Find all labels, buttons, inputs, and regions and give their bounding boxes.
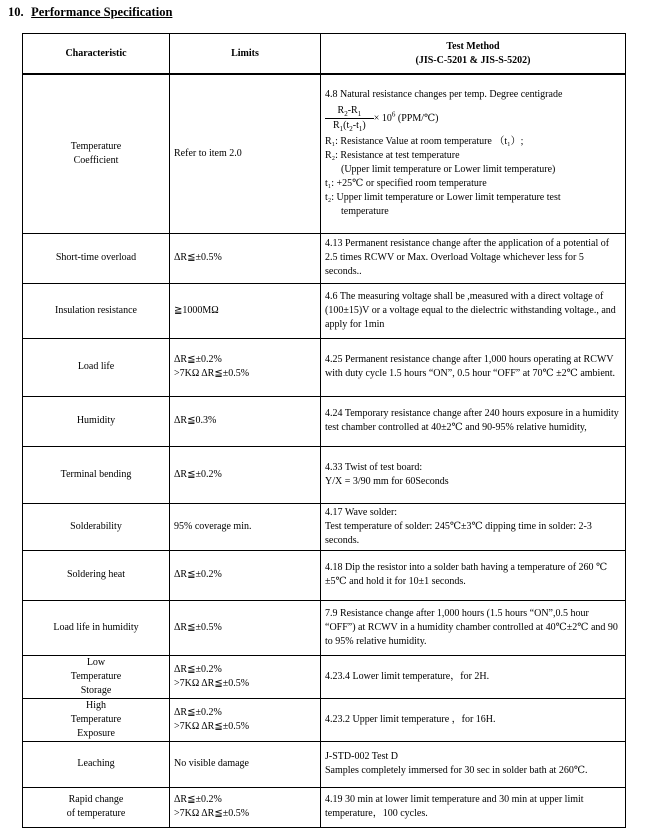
limits-cell: ΔR≦±0.2%: [170, 550, 321, 600]
tc-r2-note: (Upper limit temperature or Lower limit temperature): [341, 164, 556, 176]
section-number: 10.: [8, 5, 24, 19]
limits-cell: ΔR≦±0.2% >7KΩ ΔR≦±0.5%: [170, 787, 321, 827]
test-method-cell: 4.17 Wave solder: Test temperature of solder: 245℃±3℃ dipping time in solder: 2-3 seconds.: [321, 503, 626, 550]
characteristic-cell: Leaching: [23, 741, 170, 787]
test-method-cell: 7.9 Resistance change after 1,000 hours (1.5 hours “ON”,0.5 hour “OFF”) at RCWV in a humidity chamber controlled at 40℃±2℃ and 90 to 95% relative humidity.: [321, 600, 626, 655]
test-method-cell: 4.23.4 Lower limit temperature，for 2H.: [321, 655, 626, 698]
test-method-cell: 4.18 Dip the resistor into a solder bath having a temperature of 260 ℃±5℃ and hold it for 10±1 seconds.: [321, 550, 626, 600]
characteristic-cell: Solderability: [23, 503, 170, 550]
limits-cell: ΔR≦±0.2% >7KΩ ΔR≦±0.5%: [170, 655, 321, 698]
characteristic-cell: High Temperature Exposure: [23, 698, 170, 741]
test-method-cell: J-STD-002 Test D Samples completely immersed for 30 sec in solder bath at 260℃.: [321, 741, 626, 787]
limits-cell: ΔR≦±0.2%: [170, 446, 321, 503]
limits-cell: ΔR≦±0.5%: [170, 600, 321, 655]
table-row: [23, 283, 626, 338]
performance-spec-table: [22, 33, 626, 828]
characteristic-cell: Soldering heat: [23, 550, 170, 600]
characteristic-cell: Load life in humidity: [23, 600, 170, 655]
table-row: [23, 503, 626, 550]
table-row: [23, 550, 626, 600]
tc-formula: $\frac{R_2-R_1}{R_1(t_2-t_1)}$ × $10^6$ (PPM/℃): [325, 102, 621, 135]
header-characteristic: Characteristic: [23, 34, 170, 75]
characteristic-cell: Low Temperature Storage: [23, 655, 170, 698]
test-method-cell: 4.23.2 Upper limit temperature ，for 16H.: [321, 698, 626, 741]
section-title: Performance Specification: [31, 5, 173, 19]
limits-cell: No visible damage: [170, 741, 321, 787]
tc-t1: t₁: +25℃ or specified room temperature: [325, 178, 487, 190]
test-method-cell: 4.19 30 min at lower limit temperature and 30 min at upper limit temperature，100 cycles.: [321, 787, 626, 827]
characteristic-cell: Temperature Coefficient: [23, 74, 170, 233]
limits-cell: Refer to item 2.0: [170, 74, 321, 233]
limits-cell: ΔR≦±0.2% >7KΩ ΔR≦±0.5%: [170, 698, 321, 741]
table-row: [23, 74, 626, 233]
table-row: [23, 655, 626, 698]
table-row: [23, 396, 626, 446]
header-test-method-title: Test Method: [446, 40, 500, 52]
limits-cell: ≧1000MΩ: [170, 283, 321, 338]
header-test-method-standard: (JIS-C-5201 & JIS-S-5202): [415, 54, 531, 66]
test-method-cell: 4.25 Permanent resistance change after 1,000 hours operating at RCWV with duty cycle 1.5 hours “ON”, 0.5 hour “OFF” at 70℃ ±2℃ ambient.: [321, 338, 626, 396]
test-method-cell: 4.13 Permanent resistance change after the application of a potential of 2.5 times RCWV or Max. Overload Voltage whichever less for 5 seconds..: [321, 233, 626, 283]
characteristic-cell: Terminal bending: [23, 446, 170, 503]
tc-r2: R₂: Resistance at test temperature: [325, 150, 460, 162]
table-row: [23, 233, 626, 283]
table-row: [23, 698, 626, 741]
test-method-cell: 4.6 The measuring voltage shall be ,measured with a direct voltage of (100±15)V or a voltage equal to the dielectric withstanding voltage., and apply for 1min: [321, 283, 626, 338]
table-row: [23, 446, 626, 503]
tc-intro: 4.8 Natural resistance changes per temp. Degree centigrade: [325, 89, 563, 101]
characteristic-cell: Insulation resistance: [23, 283, 170, 338]
test-method-cell: [321, 74, 626, 233]
limits-cell: ΔR≦0.3%: [170, 396, 321, 446]
tc-r1: R₁: Resistance Value at room temperature （t₁）;: [325, 136, 524, 148]
test-method-cell: 4.24 Temporary resistance change after 240 hours exposure in a humidity test chamber controlled at 40±2℃ and 90-95% relative humidity,: [321, 396, 626, 446]
tc-t2-cont: temperature: [341, 206, 389, 218]
table-row: [23, 600, 626, 655]
table-row: [23, 741, 626, 787]
limits-cell: 95% coverage min.: [170, 503, 321, 550]
characteristic-cell: Short-time overload: [23, 233, 170, 283]
header-limits: Limits: [170, 34, 321, 75]
table-row: [23, 338, 626, 396]
test-method-cell: 4.33 Twist of test board: Y/X = 3/90 mm for 60Seconds: [321, 446, 626, 503]
characteristic-cell: Humidity: [23, 396, 170, 446]
characteristic-cell: Load life: [23, 338, 170, 396]
section-heading: [8, 5, 172, 20]
table-row: [23, 787, 626, 827]
limits-cell: ΔR≦±0.2% >7KΩ ΔR≦±0.5%: [170, 338, 321, 396]
limits-cell: ΔR≦±0.5%: [170, 233, 321, 283]
tc-t2: t₂: Upper limit temperature or Lower limit temperature test: [325, 192, 561, 204]
characteristic-cell: Rapid change of temperature: [23, 787, 170, 827]
header-test-method: [321, 34, 626, 75]
table-header-row: [23, 34, 626, 75]
